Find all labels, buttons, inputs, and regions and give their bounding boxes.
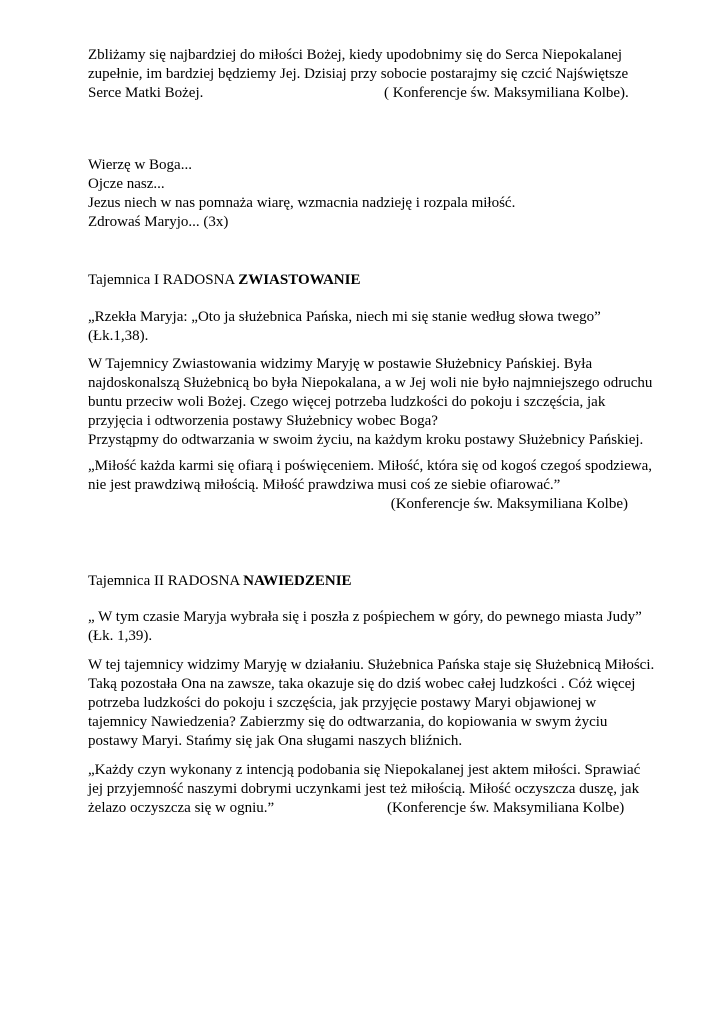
meditation-line: W tej tajemnicy widzimy Maryję w działaniu. Służebnica Pańska staje się Służebnicą Miłości. xyxy=(88,657,655,673)
scripture-line: (Łk. 1,39). xyxy=(88,628,153,644)
prayer-line: Wierzę w Boga... xyxy=(88,157,192,173)
prayer-line: Jezus niech w nas pomnaża wiarę, wzmacnia nadzieję i rozpala miłość. xyxy=(88,195,516,211)
mystery-1-meditation xyxy=(88,355,653,450)
mystery-2-heading-prefix: Tajemnica II RADOSNA xyxy=(88,573,244,589)
meditation-line: W Tajemnicy Zwiastowania widzimy Maryję w postawie Służebnicy Pańskiej. Była xyxy=(88,356,593,372)
intro-line: zupełnie, im bardziej będziemy Jej. Dzisiaj przy sobocie postarajmy się czcić Najświętsze xyxy=(88,66,629,82)
kolbe-quote-line: „Miłość każda karmi się ofiarą i poświęceniem. Miłość, która się od kogoś czegoś spodziewa, xyxy=(88,458,653,474)
scripture-line: „ W tym czasie Maryja wybrała się i poszła z pośpiechem w góry, do pewnego miasta Judy” xyxy=(88,609,642,625)
kolbe-quote-text: żelazo oczyszcza się w ogniu.” xyxy=(88,800,275,816)
meditation-line: tajemnicy Nawiedzenia? Zabierzmy się do odtwarzania, do kopiowania w swym życiu xyxy=(88,714,608,730)
meditation-line: buntu przeciw woli Bożej. Czego więcej potrzeba ludzkości do pokoju i szczęścia, jak xyxy=(88,394,606,410)
mystery-2-kolbe-quote xyxy=(88,761,640,818)
mystery-2-meditation xyxy=(88,656,655,751)
mystery-2-title: NAWIEDZENIE xyxy=(243,573,352,589)
scripture-line: „Rzekła Maryja: „Oto ja służebnica Pańska, niech mi się stanie według słowa twego” xyxy=(88,309,601,325)
kolbe-quote-line: jej przyjemność naszymi dobrymi uczynkami jest też miłością. Miłość oczyszcza duszę, jak xyxy=(88,781,640,797)
meditation-line: potrzeba ludzkości do pokoju i szczęścia, jak przyjęcie postawy Maryi objawionej w xyxy=(88,695,597,711)
prayers-list xyxy=(88,156,640,232)
mystery-2-heading xyxy=(88,572,640,591)
meditation-line: najdoskonalszą Służebnicą bo była Niepokalana, a w Jej woli nie było najmniejszego odruchu xyxy=(88,375,653,391)
scripture-line: (Łk.1,38). xyxy=(88,328,149,344)
prayer-line: Ojcze nasz... xyxy=(88,176,165,192)
mystery-1-heading xyxy=(88,271,640,290)
mystery-1-scripture xyxy=(88,308,640,346)
intro-paragraph xyxy=(88,46,640,103)
kolbe-quote-line: nie jest prawdziwą miłością. Miłość prawdziwa musi coś ze siebie ofiarować.” xyxy=(88,477,561,493)
meditation-line: Przystąpmy do odtwarzania w swoim życiu, na każdym kroku postawy Służebnicy Pańskiej. xyxy=(88,432,644,448)
intro-line: Zbliżamy się najbardziej do miłości Bożej, kiedy upodobnimy się do Serca Niepokalanej xyxy=(88,47,623,63)
prayer-line: Zdrowaś Maryjo... (3x) xyxy=(88,214,229,230)
intro-text: Serce Matki Bożej. xyxy=(88,85,204,101)
mystery-1-heading-prefix: Tajemnica I RADOSNA xyxy=(88,272,239,288)
kolbe-quote-line: „Każdy czyn wykonany z intencją podobania się Niepokalanej jest aktem miłości. Sprawiać xyxy=(88,762,641,778)
kolbe-source: (Konferencje św. Maksymiliana Kolbe) xyxy=(390,496,628,512)
meditation-line: Taką pozostała Ona na zawsze, taka okazuje się do dziś wobec całej ludzkości . Cóż więcej xyxy=(88,676,636,692)
intro-source: ( Konferencje św. Maksymiliana Kolbe). xyxy=(384,85,629,101)
meditation-line: postawy Maryi. Stańmy się jak Ona sługami naszych bliźnich. xyxy=(88,733,463,749)
meditation-line: przyjęcia i odtworzenia postawy Służebnicy wobec Boga? xyxy=(88,413,438,429)
mystery-1-title: ZWIASTOWANIE xyxy=(238,272,361,288)
intro-line xyxy=(88,84,640,103)
kolbe-quote-line xyxy=(88,799,640,818)
kolbe-source: (Konferencje św. Maksymiliana Kolbe) xyxy=(387,800,625,816)
mystery-1-kolbe-quote xyxy=(88,457,653,514)
mystery-2-scripture xyxy=(88,608,640,646)
